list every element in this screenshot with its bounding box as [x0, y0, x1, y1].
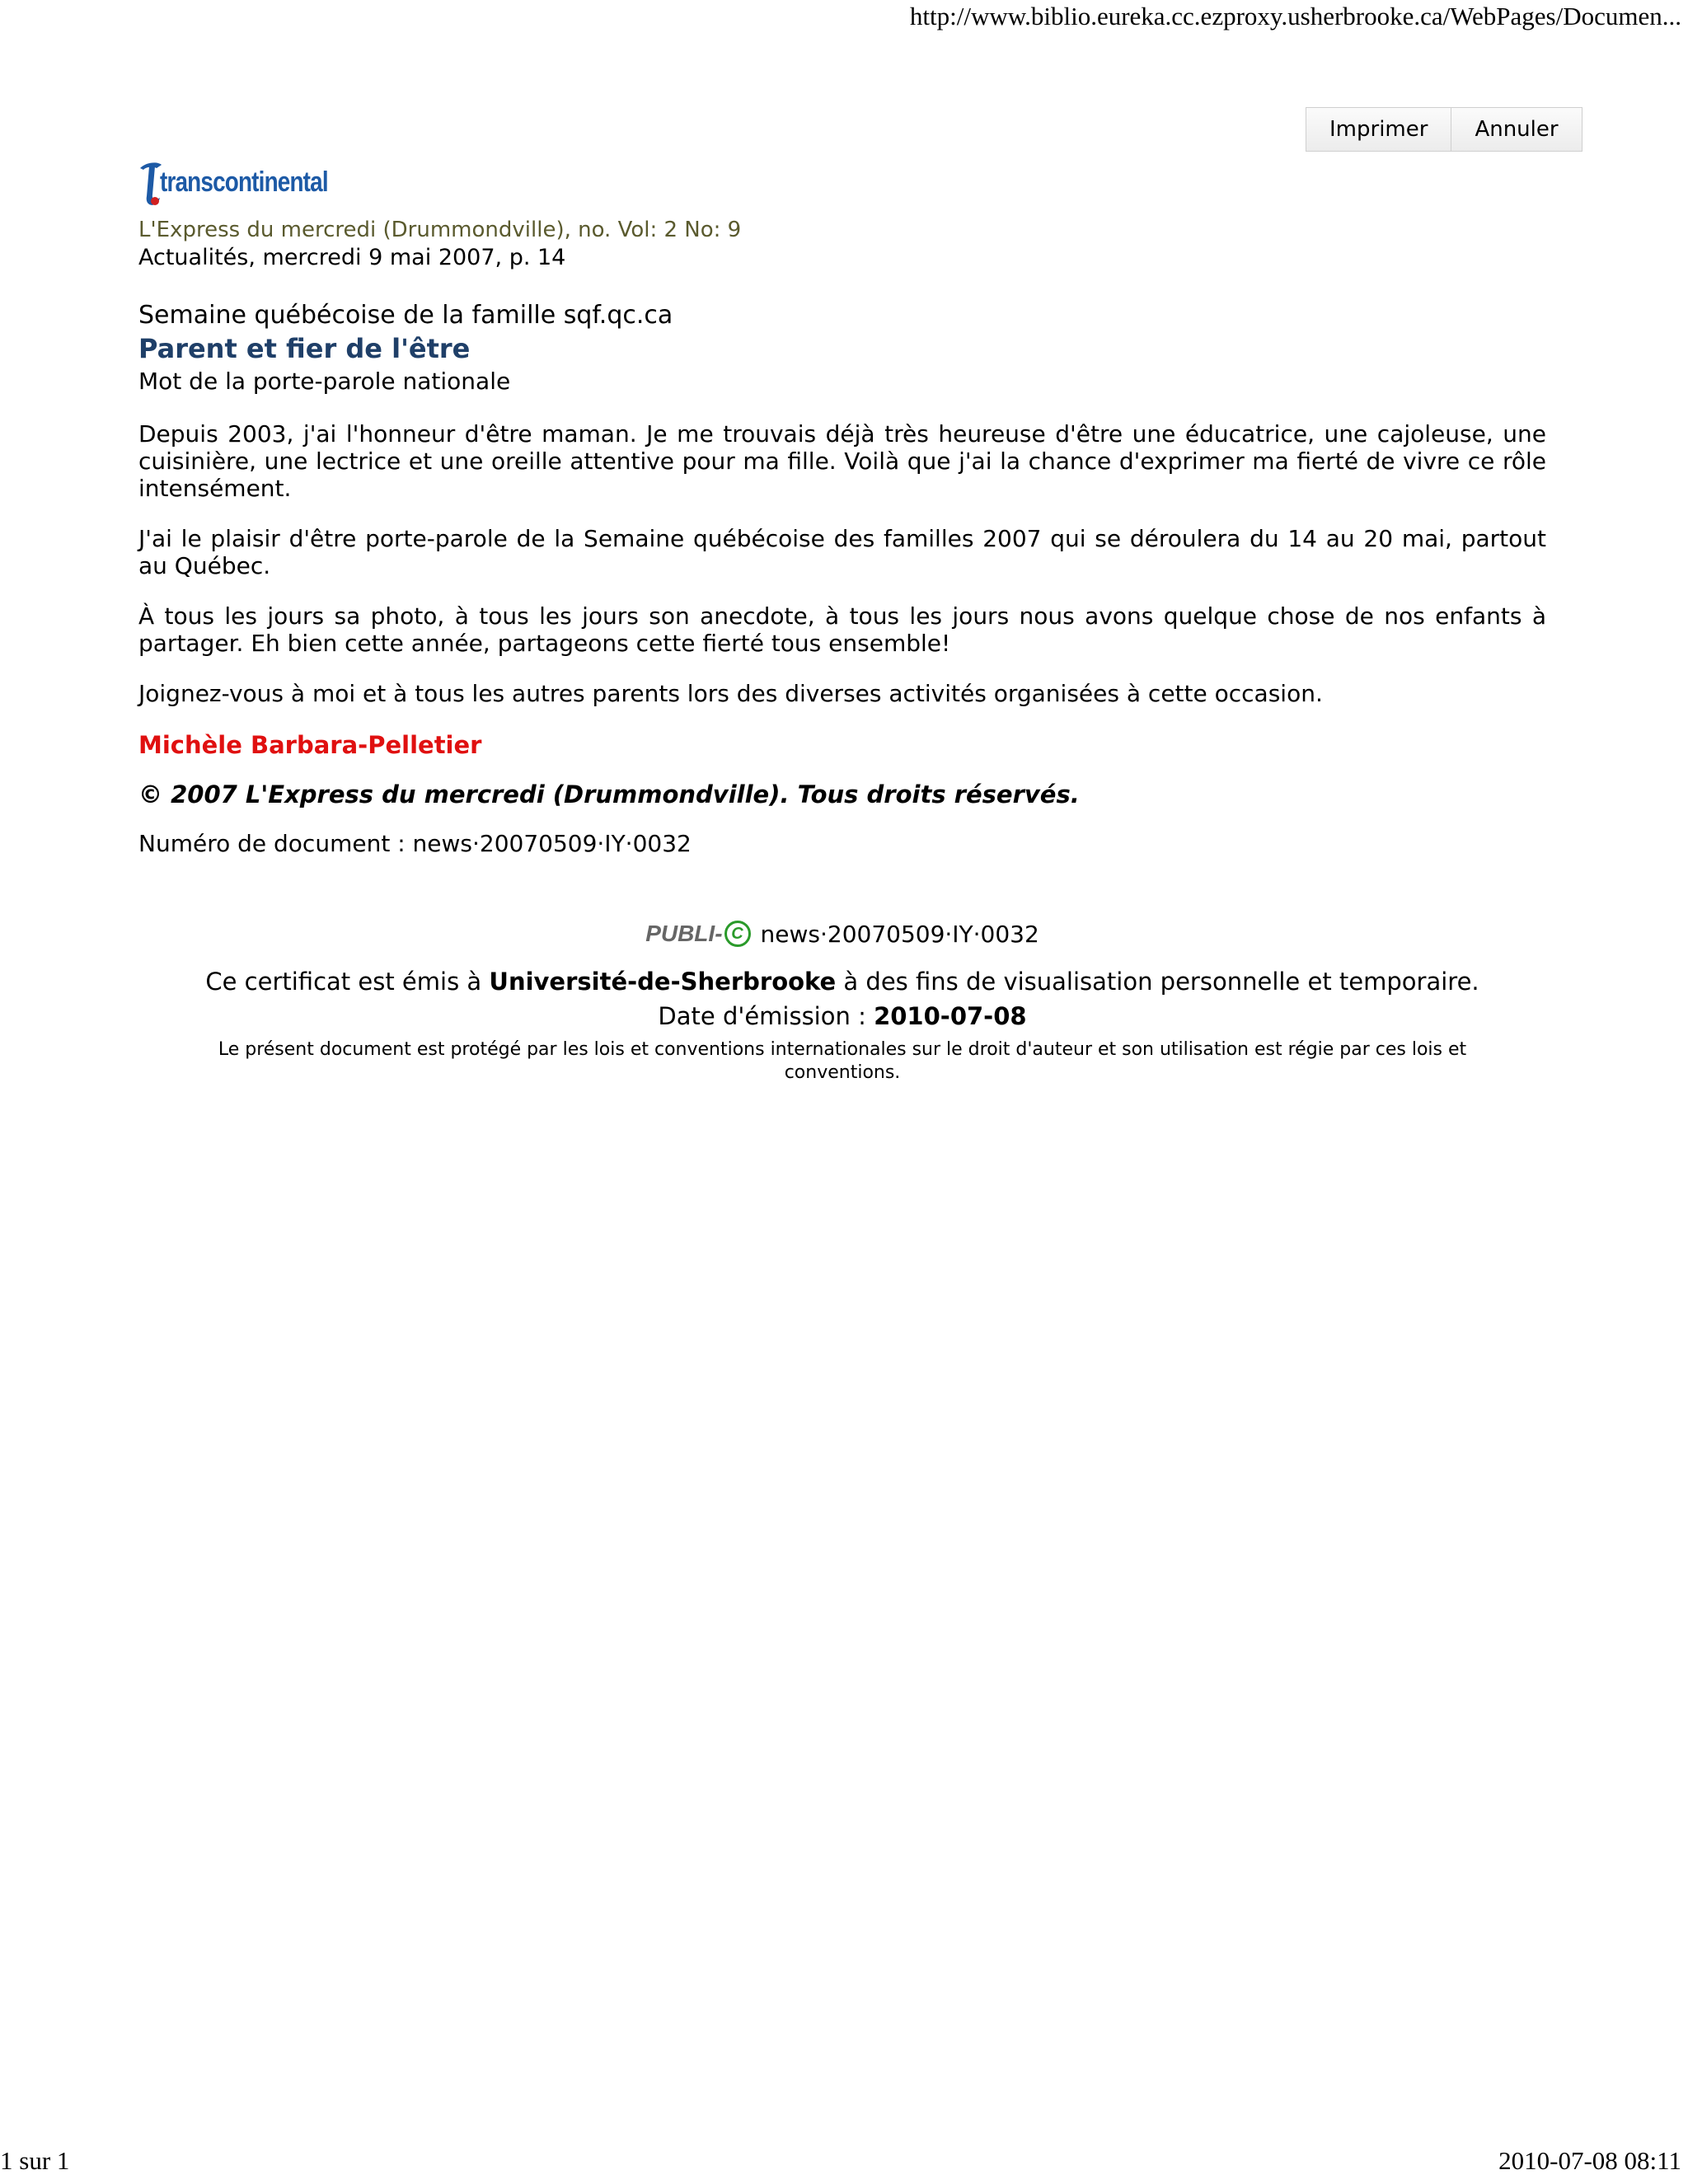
- print-footer-datetime: 2010-07-08 08:11: [1498, 2146, 1681, 2175]
- certificate-issued-to: [138, 966, 1546, 997]
- article-paragraph: À tous les jours sa photo, à tous les jours son anecdote, à tous les jours nous avons quelque chose de nos enfants à partager. Eh bien cette année, partageons cette fierté tous ensemble!: [138, 602, 1546, 657]
- print-button[interactable]: Imprimer: [1306, 108, 1451, 151]
- certificate-doc-id: news·20070509·IY·0032: [760, 920, 1039, 948]
- article-headline: Parent et fier de l'être: [138, 333, 471, 364]
- section-date-page: Actualités, mercredi 9 mai 2007, p. 14: [138, 245, 566, 270]
- publi-c-logo: [645, 921, 750, 947]
- issue-date-value: 2010-07-08: [874, 1002, 1027, 1030]
- logo-wordmark: transcontinental: [160, 166, 328, 198]
- article-surtitle: Semaine québécoise de la famille sqf.qc.ca: [138, 301, 673, 330]
- publication-source: L'Express du mercredi (Drummondville), no. Vol: 2 No: 9: [138, 218, 742, 242]
- print-footer-page: 1 sur 1: [0, 2146, 70, 2175]
- issued-prefix: Ce certificat est émis à: [205, 968, 490, 996]
- certificate-block: [138, 916, 1546, 1085]
- cancel-button[interactable]: Annuler: [1451, 108, 1581, 151]
- transcontinental-logo: [138, 153, 1546, 211]
- article-author: Michèle Barbara-Pelletier: [138, 731, 482, 759]
- article-paragraph: Depuis 2003, j'ai l'honneur d'être maman. Je me trouvais déjà très heureuse d'être une éducatrice, une cajoleuse, une cuisinière, une lectrice et une oreille attentive pour ma fille. Voilà que j'ai la chance d'exprimer ma fierté de vivre ce rôle intensément.: [138, 420, 1546, 502]
- publi-c-logo-text: PUBLI-: [645, 921, 723, 946]
- article-paragraph: J'ai le plaisir d'être porte-parole de la Semaine québécoise des familles 2007 qui se déroulera du 14 au 20 mai, partout au Québec.: [138, 525, 1546, 579]
- publi-c-icon: C: [724, 921, 751, 947]
- article-content: [138, 153, 1546, 859]
- copyright-legal-notice: Le présent document est protégé par les lois et conventions internationales sur le droit d'auteur et son utilisation est régie par ces lois et conventions.: [218, 1039, 1467, 1083]
- article-subtitle: Mot de la porte-parole nationale: [138, 368, 511, 395]
- issued-suffix: à des fins de visualisation personnelle et temporaire.: [836, 968, 1479, 996]
- document-number: Numéro de document : news·20070509·IY·0032: [138, 830, 692, 857]
- institution-name: Université-de-Sherbrooke: [489, 968, 837, 996]
- article-paragraph: Joignez-vous à moi et à tous les autres parents lors des diverses activités organisées à cette occasion.: [138, 680, 1323, 707]
- certificate-id-line: [138, 916, 1546, 951]
- print-header-url: http://www.biblio.eureka.cc.ezproxy.usherbrooke.ca/WebPages/Documen...: [909, 2, 1681, 30]
- print-toolbar: [1306, 107, 1582, 152]
- article-copyright: © 2007 L'Express du mercredi (Drummondville). Tous droits réservés.: [138, 780, 1080, 808]
- certificate-issue-date: [138, 1001, 1546, 1032]
- issue-date-label: Date d'émission :: [658, 1002, 874, 1030]
